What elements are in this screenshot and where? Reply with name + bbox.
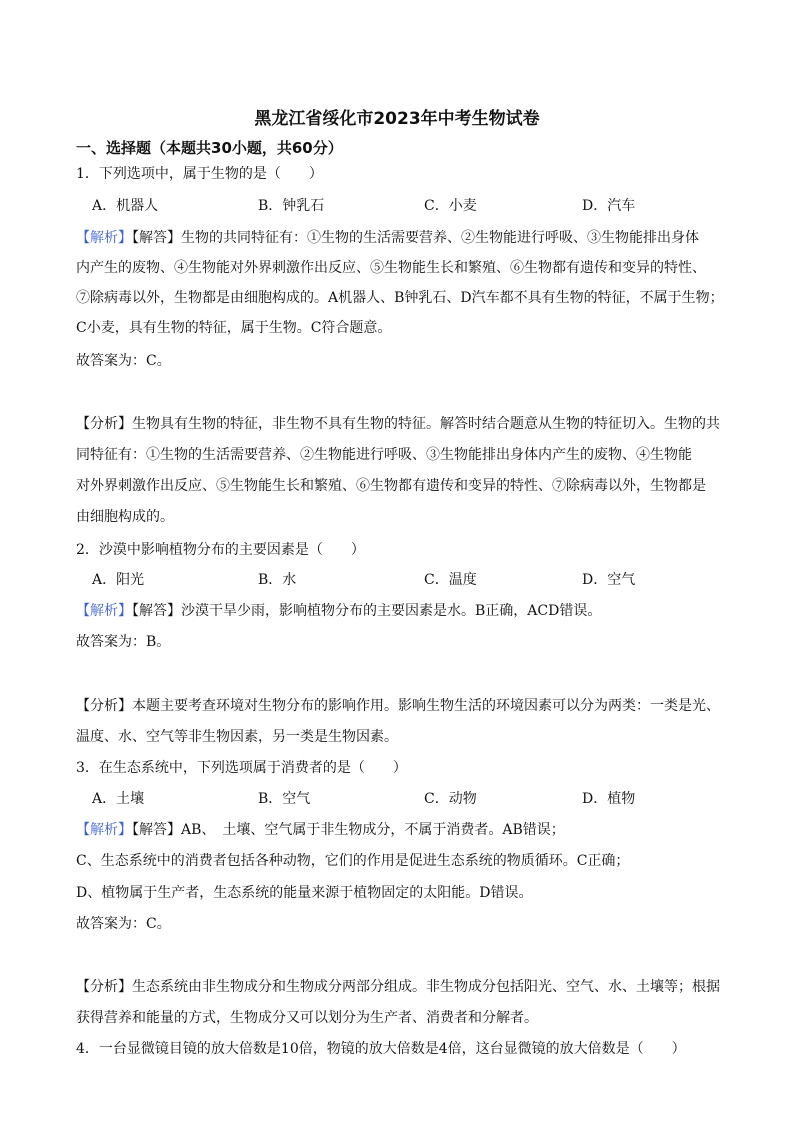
q3-jieda-text: AB、 土壤、空气属于非生物成分，不属于消费者。AB错误；	[181, 822, 565, 838]
q1-fenxi-line: 同特征有：①生物的生活需要营养、②生物能进行呼吸、③生物能排出身体内产生的废物、④生物能	[76, 447, 692, 463]
q1-fenxi-line	[76, 414, 748, 434]
q2-fenxi-line: 温度、水、空气等非生物因素，另一类是生物因素。	[76, 729, 398, 745]
jieda-tag: 【解答】	[132, 230, 181, 246]
q1-option-c: C．小麦	[424, 198, 477, 214]
q1-fenxi-text: 生物具有生物的特征，非生物不具有生物的特征。解答时结合题意从生物的特征切入。生物的共	[132, 416, 720, 432]
q3-option-a: A．土壤	[92, 791, 145, 807]
question-2-stem: 2．沙漠中影响植物分布的主要因素是（ ）	[76, 542, 365, 558]
q1-jieda-text: 生物的共同特征有：①生物的生活需要营养、②生物能进行呼吸、③生物能排出身体	[181, 230, 699, 246]
question-3-stem: 3．在生态系统中，下列选项属于消费者的是（ ）	[76, 760, 407, 776]
q2-option-b: B．水	[258, 572, 297, 588]
q3-fenxi-line: 获得营养和能量的方式，生物成分又可以划分为生产者、消费者和分解者。	[76, 1010, 538, 1026]
q2-option-d: D．空气	[582, 572, 636, 588]
q1-jieda-line: 内产生的废物、④生物能对外界刺激作出反应、⑤生物能生长和繁殖、⑥生物都有遗传和变异的特性、	[76, 260, 706, 276]
q2-jieda-text: 沙漠干旱少雨，影响植物分布的主要因素是水。B正确，ACD错误。	[181, 603, 602, 619]
fenxi-tag: 【分析】	[76, 979, 132, 995]
q3-option-c: C．动物	[424, 791, 477, 807]
page-title: 黑龙江省绥化市2023年中考生物试卷	[254, 109, 540, 129]
q1-option-a: A．机器人	[92, 198, 159, 214]
fenxi-tag: 【分析】	[76, 416, 132, 432]
q2-answer: 故答案为：B。	[76, 634, 171, 650]
q3-fenxi-line	[76, 977, 748, 997]
q1-answer: 故答案为：C。	[76, 353, 171, 369]
q3-jieda-line	[76, 820, 748, 840]
q2-jieda-line	[76, 601, 748, 621]
q2-fenxi-text: 本题主要考查环境对生物分布的影响作用。影响生物生活的环境因素可以分为两类：一类是光、	[132, 698, 720, 714]
q2-option-a: A．阳光	[92, 572, 145, 588]
q1-jieda-line: C小麦，具有生物的特征，属于生物。C符合题意。	[76, 320, 392, 336]
q1-option-b: B．钟乳石	[258, 198, 325, 214]
q3-jieda-line: C、生态系统中的消费者包括各种动物，它们的作用是促进生态系统的物质循环。C正确；	[76, 853, 630, 869]
question-4-stem: 4．一台显微镜目镜的放大倍数是10倍，物镜的放大倍数是4倍，这台显微镜的放大倍数是（ ）	[76, 1041, 686, 1057]
jiexi-tag: 【解析】	[76, 603, 132, 619]
jieda-tag: 【解答】	[132, 822, 181, 838]
q1-option-d: D．汽车	[582, 198, 636, 214]
q2-fenxi-line	[76, 696, 748, 716]
q1-fenxi-line: 由细胞构成的。	[76, 509, 174, 525]
question-1-stem: 1．下列选项中，属于生物的是（ ）	[76, 166, 323, 182]
jiexi-tag: 【解析】	[76, 822, 132, 838]
q3-jieda-line: D、植物属于生产者，生态系统的能量来源于植物固定的太阳能。D错误。	[76, 885, 533, 901]
question-2-options	[92, 570, 748, 590]
q1-jieda-line: ⑦除病毒以外，生物都是由细胞构成的。A机器人、B钟乳石、D汽车都不具有生物的特征，不属于生物；	[76, 290, 724, 306]
q1-jieda-line	[76, 228, 748, 248]
q3-answer: 故答案为：C。	[76, 916, 171, 932]
jiexi-tag: 【解析】	[76, 230, 132, 246]
question-1-options	[92, 196, 748, 216]
q2-option-c: C．温度	[424, 572, 477, 588]
fenxi-tag: 【分析】	[76, 698, 132, 714]
q1-fenxi-line: 对外界刺激作出反应、⑤生物能生长和繁殖、⑥生物都有遗传和变异的特性、⑦除病毒以外，生物都是	[76, 478, 706, 494]
section-heading: 一、选择题（本题共30小题，共60分）	[76, 139, 343, 157]
jieda-tag: 【解答】	[132, 603, 181, 619]
question-3-options	[92, 789, 748, 809]
q3-fenxi-text: 生态系统由非生物成分和生物成分两部分组成。非生物成分包括阳光、空气、水、土壤等；根据	[132, 979, 720, 995]
q3-option-d: D．植物	[582, 791, 636, 807]
q3-option-b: B．空气	[258, 791, 311, 807]
